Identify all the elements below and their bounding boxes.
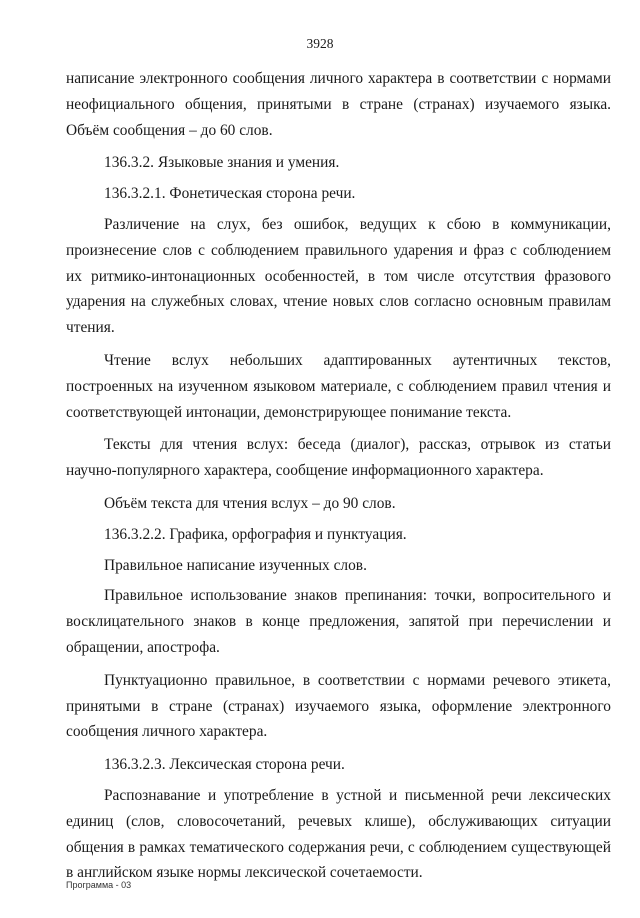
- paragraph-email-format: Пунктуационно правильное, в соответствии с нормами речевого этикета, принятыми в стране (странах) изучаемого языка, оформление электронного сообщения личного характера.: [66, 671, 611, 741]
- paragraph-lexis: Распознавание и употребление в устной и письменной речи лексических единиц (слов, словосочетаний, речевых клише), обслуживающих ситуации общения в рамках тематического содержания речи, с соблюдением существующей в английском языке нормы лексической сочетаемости.: [66, 786, 611, 882]
- section-heading-lexis: 136.3.2.3. Лексическая сторона речи.: [104, 756, 345, 774]
- footer-program-label: Программа - 03: [66, 880, 132, 890]
- paragraph-punctuation: Правильное использование знаков препинания: точки, вопросительного и восклицательного знаков в конце предложения, запятой при перечислении и обращении, апострофа.: [66, 587, 611, 656]
- paragraph-spelling: Правильное написание изученных слов.: [104, 556, 367, 574]
- paragraph-reading-volume: Объём текста для чтения вслух – до 90 слов.: [104, 494, 396, 512]
- section-heading-language-skills: 136.3.2. Языковые знания и умения.: [104, 154, 340, 172]
- section-heading-graphics: 136.3.2.2. Графика, орфография и пунктуация.: [104, 525, 407, 543]
- paragraph-message-writing: написание электронного сообщения личного характера в соответствии с нормами неофициального общения, принятыми в стране (странах) изучаемого языка. Объём сообщения – до 60 слов.: [66, 70, 611, 139]
- paragraph-reading-texts: Тексты для чтения вслух: беседа (диалог), рассказ, отрывок из статьи научно-популярного характера, сообщение информационного характера.: [66, 436, 611, 480]
- paragraph-reading-aloud: Чтение вслух небольших адаптированных аутентичных текстов, построенных на изученном языковом материале, с соблюдением правил чтения и соответствующей интонации, демонстрирующее понимание текста.: [66, 351, 611, 421]
- page-number: 3928: [306, 36, 334, 51]
- document-body: [66, 66, 611, 893]
- paragraph-phonetics: Различение на слух, без ошибок, ведущих к сбою в коммуникации, произнесение слов с соблюдением правильного ударения и фраз с соблюдением их ритмико-интонационных особенностей, в том числе отсутствия фразового ударения на служебных словах, чтение новых слов согласно основным правилам чтения.: [66, 215, 611, 337]
- section-heading-phonetics: 136.3.2.1. Фонетическая сторона речи.: [104, 185, 356, 203]
